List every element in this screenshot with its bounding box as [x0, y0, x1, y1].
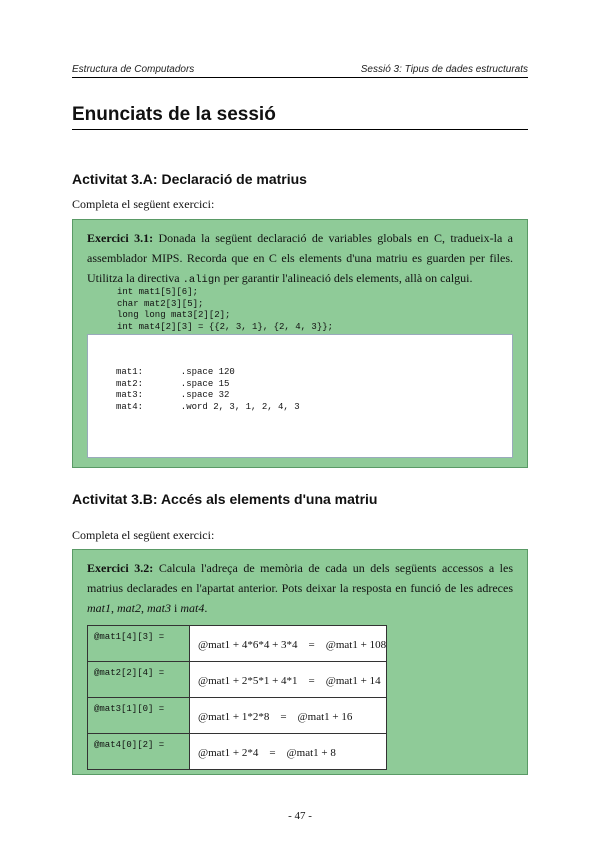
c-declarations-code: int mat1[5][6]; char mat2[3][5]; long long mat3[2][2]; int mat4[2][3] = {{2, 3, 1}, {2, 4, 3}};	[117, 287, 334, 332]
var-sep-3: i	[171, 601, 181, 615]
address-table	[87, 625, 387, 770]
exercise-3-1-box	[72, 219, 528, 468]
table-row	[88, 626, 387, 662]
var-sep-2: ,	[141, 601, 147, 615]
table-row	[88, 698, 387, 734]
exercise-3-2-text: Calcula l'adreça de memòria de cada un dels següents accessos a les matrius declarades en l'apartat anterior. Pots deixar la resposta en funció de les adreces	[87, 561, 513, 595]
answer-area	[87, 334, 513, 458]
address-answer: @mat1 + 1*2*8 = @mat1 + 16	[190, 698, 387, 734]
var-mat1: mat1	[87, 601, 111, 615]
table-row	[88, 662, 387, 698]
align-directive: .align	[182, 274, 221, 286]
var-sep-1: ,	[111, 601, 117, 615]
address-answer: @mat1 + 4*6*4 + 3*4 = @mat1 + 108	[190, 626, 387, 662]
page-title: Enunciats de la sessió	[72, 104, 276, 125]
exercise-3-2-label: Exercici 3.2:	[87, 561, 154, 575]
running-header-right: Sessió 3: Tipus de dades estructurats	[360, 64, 528, 75]
header-rule	[72, 77, 528, 78]
title-rule	[72, 129, 528, 130]
running-header-left: Estructura de Computadors	[72, 64, 195, 75]
table-row	[88, 734, 387, 770]
access-expression: @mat1[4][3] =	[88, 626, 190, 662]
section-a-heading: Activitat 3.A: Declaració de matrius	[72, 171, 307, 187]
exercise-3-1-text: Donada la següent declaració de variables globals en C, tradueix-la a assemblador MIPS. Recorda que en C els elements d'una matriu es guarden per files. Utilitza la directiva	[87, 231, 513, 285]
access-expression: @mat2[2][4] =	[88, 662, 190, 698]
access-expression: @mat4[0][2] =	[88, 734, 190, 770]
section-a-intro: Completa el següent exercici:	[72, 197, 215, 211]
address-answer: @mat1 + 2*5*1 + 4*1 = @mat1 + 14	[190, 662, 387, 698]
page-number: - 47 -	[288, 810, 312, 822]
statement-end: .	[204, 601, 208, 615]
exercise-3-1-text-end: per garantir l'alineació dels elements, allà on calgui.	[220, 271, 473, 285]
address-answer: @mat1 + 2*4 = @mat1 + 8	[190, 734, 387, 770]
exercise-3-1-statement	[87, 228, 513, 290]
exercise-3-1-label: Exercici 3.1:	[87, 231, 154, 245]
section-b-heading: Activitat 3.B: Accés als elements d'una matriu	[72, 491, 378, 507]
exercise-3-2-box	[72, 549, 528, 775]
exercise-3-2-statement	[87, 558, 513, 618]
var-mat4: mat4	[180, 601, 205, 615]
var-mat3: mat3	[147, 601, 171, 615]
mips-answer-code: mat1: .space 120 mat2: .space 15 mat3: .space 32 mat4: .word 2, 3, 1, 2, 4, 3	[116, 367, 300, 412]
section-b-intro: Completa el següent exercici:	[72, 528, 215, 542]
access-expression: @mat3[1][0] =	[88, 698, 190, 734]
var-mat2: mat2	[117, 601, 141, 615]
